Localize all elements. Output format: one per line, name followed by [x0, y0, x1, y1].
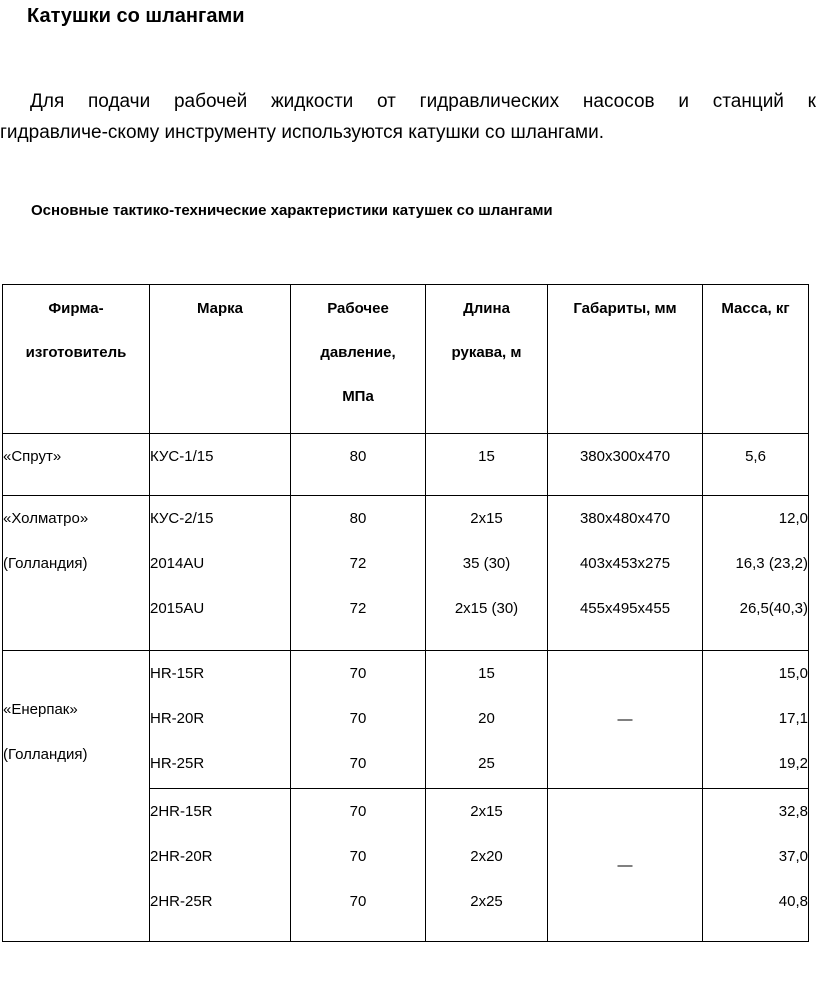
- cell-dims: —: [548, 651, 703, 789]
- table-header-row: [3, 285, 809, 434]
- table-row-enerpac-a: [3, 651, 809, 789]
- cell-brand: HR-15R HR-20R HR-25R: [150, 651, 291, 789]
- cell-pressure: 80 72 72: [291, 496, 426, 651]
- cell-mass: 12,0 16,3 (23,2) 26,5(40,3): [703, 496, 809, 651]
- cell-length: 2х15 2х20 2х25: [426, 789, 548, 942]
- cell-maker: «Спрут»: [3, 434, 150, 496]
- cell-dims: 380х300х470: [548, 434, 703, 496]
- cell-brand: КУС-2/15 2014AU 2015AU: [150, 496, 291, 651]
- table-row-sprut: [3, 434, 809, 496]
- cell-mass: 32,8 37,0 40,8: [703, 789, 809, 942]
- cell-pressure: 80: [291, 434, 426, 496]
- cell-dims: 380х480х470 403х453х275 455х495х455: [548, 496, 703, 651]
- cell-maker: «Енерпак» (Голландия): [3, 651, 150, 942]
- cell-mass: 15,0 17,1 19,2: [703, 651, 809, 789]
- cell-maker: «Холматро» (Голландия): [3, 496, 150, 651]
- cell-brand: 2HR-15R 2HR-20R 2HR-25R: [150, 789, 291, 942]
- cell-length: 2х15 35 (30) 2х15 (30): [426, 496, 548, 651]
- header-brand: Марка: [150, 285, 291, 434]
- cell-length: 15: [426, 434, 548, 496]
- intro-line-1: Для подачи рабочей жидкости от гидравлических насосов и станций к: [30, 91, 816, 112]
- cell-mass: 5,6: [703, 434, 809, 496]
- header-dims: Габариты, мм: [548, 285, 703, 434]
- cell-pressure: 70 70 70: [291, 789, 426, 942]
- header-mass: Масса, кг: [703, 285, 809, 434]
- specs-table: [2, 284, 809, 942]
- intro-line-2: гидравличе-скому инструменту используются катушки со шлангами.: [0, 122, 604, 143]
- table-row-holmatro: [3, 496, 809, 651]
- intro-paragraph: [0, 86, 816, 148]
- page-title: Катушки со шлангами: [27, 5, 245, 27]
- header-pressure: Рабочее давление, МПа: [291, 285, 426, 434]
- cell-pressure: 70 70 70: [291, 651, 426, 789]
- cell-length: 15 20 25: [426, 651, 548, 789]
- table-caption: Основные тактико-технические характеристики катушек со шлангами: [31, 202, 553, 219]
- header-maker: Фирма- изготовитель: [3, 285, 150, 434]
- cell-dims: —: [548, 789, 703, 942]
- header-length: Длина рукава, м: [426, 285, 548, 434]
- cell-brand: КУС-1/15: [150, 434, 291, 496]
